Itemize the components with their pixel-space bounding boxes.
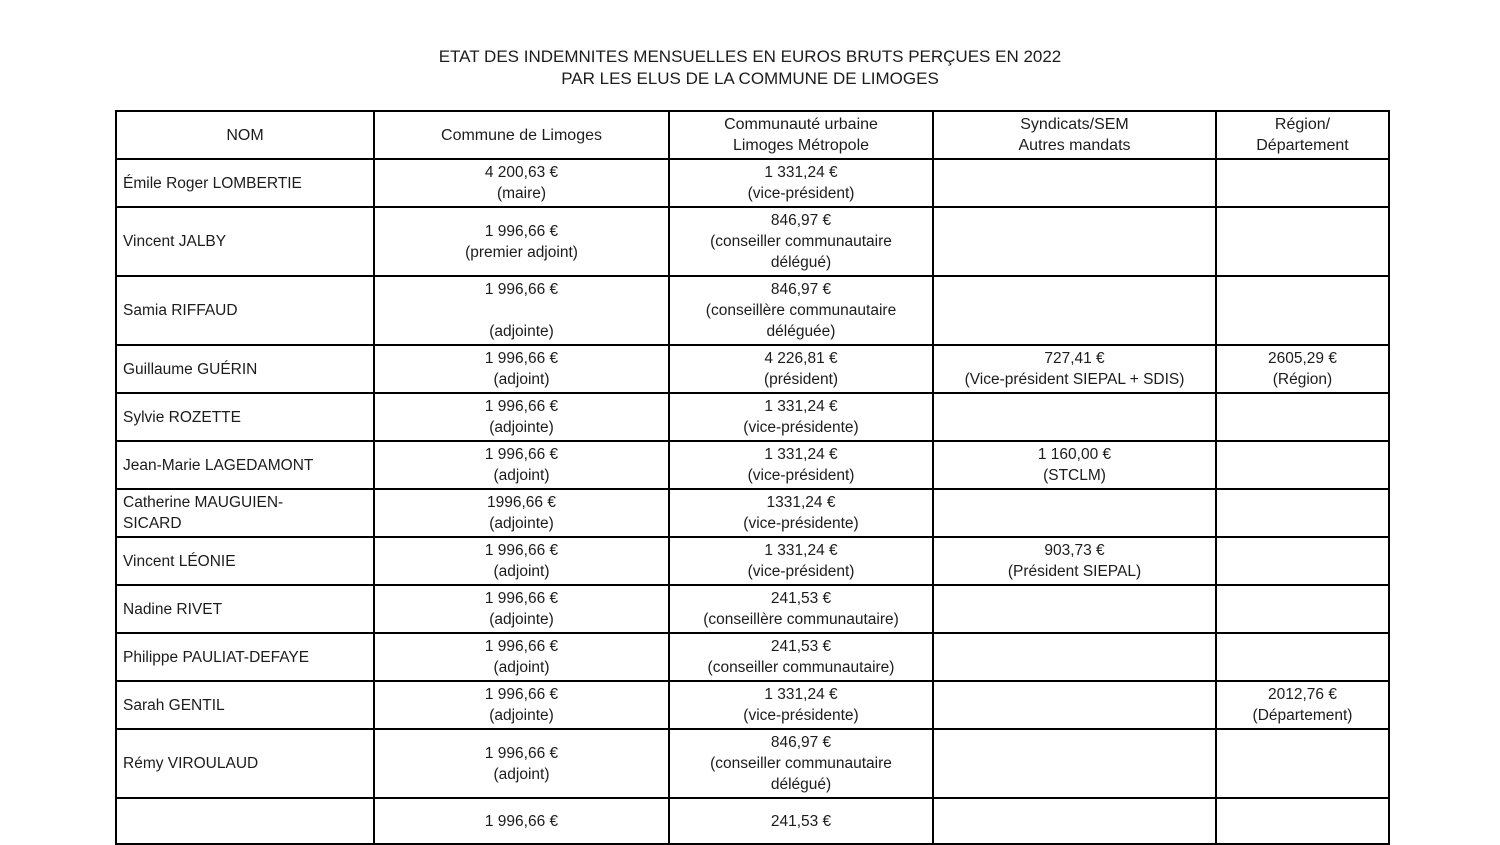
cell-communaute: 241,53 € (conseiller communautaire) [669,633,933,681]
cell-communaute: 846,97 € (conseillère communautaire déléguée) [669,276,933,345]
cell-name: Nadine RIVET [116,585,374,633]
cell-commune: 1 996,66 € (adjoint) [374,441,669,489]
cell-region [1216,489,1389,537]
cell-region [1216,729,1389,798]
table-row [116,489,1389,537]
cell-region [1216,585,1389,633]
cell-communaute: 1 331,24 € (vice-président) [669,537,933,585]
column-header-syndicats: Syndicats/SEM Autres mandats [933,111,1216,159]
cell-commune: 1 996,66 € (adjointe) [374,681,669,729]
cell-syndicats [933,207,1216,276]
cell-commune: 1 996,66 € (adjointe) [374,393,669,441]
cell-region [1216,207,1389,276]
cell-syndicats: 1 160,00 € (STCLM) [933,441,1216,489]
table-row [116,159,1389,207]
cell-commune: 4 200,63 € (maire) [374,159,669,207]
column-header-commune: Commune de Limoges [374,111,669,159]
cell-commune: 1 996,66 € [374,798,669,844]
cell-name [116,798,374,844]
cell-commune: 1 996,66 € (adjoint) [374,345,669,393]
cell-commune: 1 996,66 € (premier adjoint) [374,207,669,276]
cell-communaute: 1 331,24 € (vice-président) [669,159,933,207]
table-row [116,276,1389,345]
cell-region [1216,159,1389,207]
cell-syndicats [933,681,1216,729]
cell-name: Émile Roger LOMBERTIE [116,159,374,207]
cell-name: Samia RIFFAUD [116,276,374,345]
cell-region [1216,537,1389,585]
cell-region [1216,441,1389,489]
cell-communaute: 846,97 € (conseiller communautaire délégué) [669,729,933,798]
cell-region: 2605,29 € (Région) [1216,345,1389,393]
cell-communaute: 241,53 € [669,798,933,844]
cell-region [1216,633,1389,681]
cell-commune: 1 996,66 € (adjointe) [374,585,669,633]
cell-syndicats [933,393,1216,441]
cell-syndicats [933,729,1216,798]
cell-name: Catherine MAUGUIEN- SICARD [116,489,374,537]
document-title-line2: PAR LES ELUS DE LA COMMUNE DE LIMOGES [561,69,939,88]
cell-communaute: 846,97 € (conseiller communautaire délégué) [669,207,933,276]
cell-syndicats [933,159,1216,207]
cell-syndicats: 903,73 € (Président SIEPAL) [933,537,1216,585]
cell-communaute: 241,53 € (conseillère communautaire) [669,585,933,633]
cell-syndicats [933,276,1216,345]
table-row [116,345,1389,393]
cell-region [1216,798,1389,844]
cell-name: Jean-Marie LAGEDAMONT [116,441,374,489]
table-row [116,207,1389,276]
table-row [116,798,1389,844]
cell-name: Sylvie ROZETTE [116,393,374,441]
cell-name: Rémy VIROULAUD [116,729,374,798]
table-row [116,585,1389,633]
indemnities-table [115,110,1390,845]
column-header-nom: NOM [116,111,374,159]
cell-region [1216,276,1389,345]
table-row [116,441,1389,489]
cell-communaute: 4 226,81 € (président) [669,345,933,393]
table-row [116,393,1389,441]
cell-commune: 1 996,66 € (adjoint) [374,537,669,585]
table-row [116,537,1389,585]
cell-name: Guillaume GUÉRIN [116,345,374,393]
cell-syndicats [933,798,1216,844]
cell-communaute: 1 331,24 € (vice-président) [669,441,933,489]
table-row [116,633,1389,681]
cell-commune: 1 996,66 € (adjointe) [374,276,669,345]
cell-region: 2012,76 € (Département) [1216,681,1389,729]
cell-name: Philippe PAULIAT-DEFAYE [116,633,374,681]
table-row [116,681,1389,729]
table-row [116,729,1389,798]
cell-syndicats: 727,41 € (Vice-président SIEPAL + SDIS) [933,345,1216,393]
cell-communaute: 1 331,24 € (vice-présidente) [669,681,933,729]
cell-communaute: 1 331,24 € (vice-présidente) [669,393,933,441]
column-header-communaute: Communauté urbaine Limoges Métropole [669,111,933,159]
cell-name: Sarah GENTIL [116,681,374,729]
cell-commune: 1 996,66 € (adjoint) [374,729,669,798]
cell-syndicats [933,585,1216,633]
document-title-line1: ETAT DES INDEMNITES MENSUELLES EN EUROS BRUTS PERÇUES EN 2022 [438,47,1062,66]
cell-commune: 1996,66 € (adjointe) [374,489,669,537]
cell-syndicats [933,633,1216,681]
cell-syndicats [933,489,1216,537]
cell-region [1216,393,1389,441]
document-title [0,46,1500,90]
cell-name: Vincent JALBY [116,207,374,276]
cell-name: Vincent LÉONIE [116,537,374,585]
column-header-region: Région/ Département [1216,111,1389,159]
header-row [116,111,1389,159]
cell-commune: 1 996,66 € (adjoint) [374,633,669,681]
cell-communaute: 1331,24 € (vice-présidente) [669,489,933,537]
